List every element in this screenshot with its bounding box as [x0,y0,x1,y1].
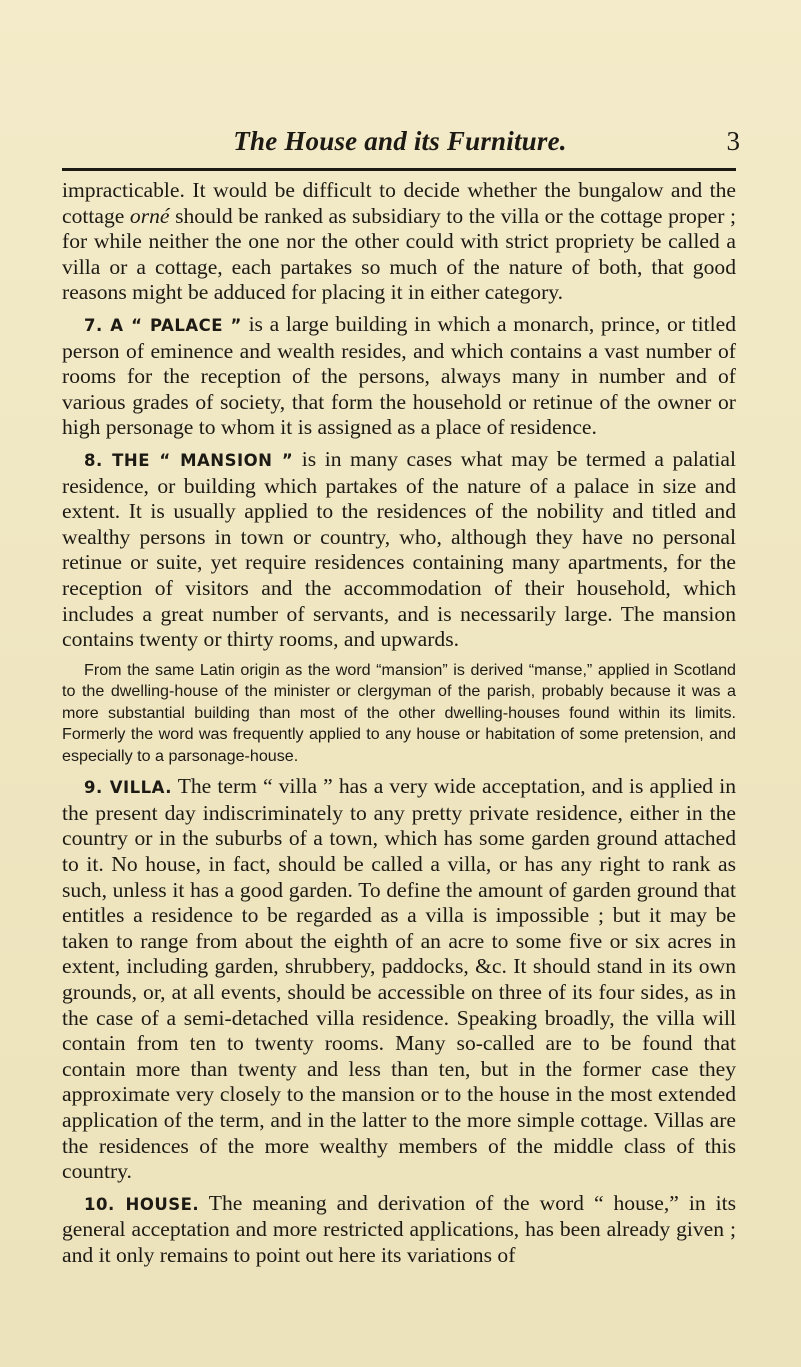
paragraph-text: should be ranked as subsidiary to the villa or the cottage proper ; for while neither the one nor the other could with strict propriety be called a villa or a cottage, each partakes so much of the nature of both, that good reasons might be adduced for placing it in either category. [62,203,736,305]
paragraph-house [62,1191,736,1269]
paragraph-text: impracticable. It would be difficult to decide whether the bungalow and the cottage [62,178,736,228]
paragraph-continuation [62,178,736,306]
section-heading: THE “ MANSION ” [112,450,294,470]
paragraph-text: The term “ villa ” has a very wide acceptation, and is applied in the present day indiscriminately to any pretty private residence, either in the country or in the suburbs of a town, which has some garden ground attached to it. No house, in fact, should be called a villa, or has any right to rank as such, unless it has a good garden. To define the amount of garden ground that entitles a residence to be regarded as a villa is impossible ; but it may be taken to range from about the eighth of an acre to some five or six acres in extent, including garden, shrubbery, paddocks, &c. It should stand in its own grounds, or, at all events, should be accessible on three of its four sides, as in the case of a semi-detached villa residence. Speaking broadly, the villa will contain from ten to twenty rooms. Many so-called are to be found that contain more than twenty and less than ten, but in the former case they approximate very closely to the mansion or to the house in the most extended application of the term, and in the latter to the more simple cottage. Villas are the residences of the more wealthy members of the middle class of this country. [62,774,736,1184]
paragraph-text: is a large building in which a monarch, prince, or titled person of eminence and wealth resides, and which contains a vast number of rooms for the reception of the persons, always many in number and of various grades of society, that form the household or retinue of the owner or high personage to whom it is assigned as a place of residence. [62,311,736,440]
footnote-manse: From the same Latin origin as the word “mansion” is derived “manse,” applied in Scotland to the dwelling-house of the minister or clergyman of the parish, probably because it was a more substantial building than most of the other dwelling-houses found within its limits. Formerly the word was frequently applied to any house or habitation of some pretension, and especially to a parsonage-house. [62,660,736,765]
section-number: 7. A [84,315,132,335]
paragraph-text: is in many cases what may be termed a palatial residence, or building which partakes of the nature of a palace in size and extent. It is usually applied to the residences of the nobility and titled and wealthy persons in town or country, who, although they have no personal retinue or suite, yet require residences containing many apartments, for the reception of visitors and the accommodation of their household, which includes a great number of servants, and is necessarily large. The mansion contains twenty or thirty rooms, and upwards. [62,446,736,652]
header-rule [62,168,736,171]
paragraph-text: The meaning and derivation of the word “ house,” in its general acceptation and more restricted applications, has been already given ; and it only remains to point out here its variations of [62,1190,736,1267]
running-title: The House and its Furniture. [233,126,567,156]
italic-term: orné [129,203,170,228]
section-heading: “ PALACE ” [131,315,242,335]
section-heading: VILLA. [109,778,172,798]
section-heading: HOUSE. [125,1194,200,1214]
section-number: 10. [84,1194,126,1214]
paragraph-villa [62,774,736,1185]
page-number: 3 [726,126,740,156]
body-text [62,178,736,1268]
running-head [0,126,801,166]
paragraph-palace [62,312,736,441]
section-number: 9. [84,778,110,798]
paragraph-mansion [62,447,736,653]
section-number: 8. [84,450,113,470]
